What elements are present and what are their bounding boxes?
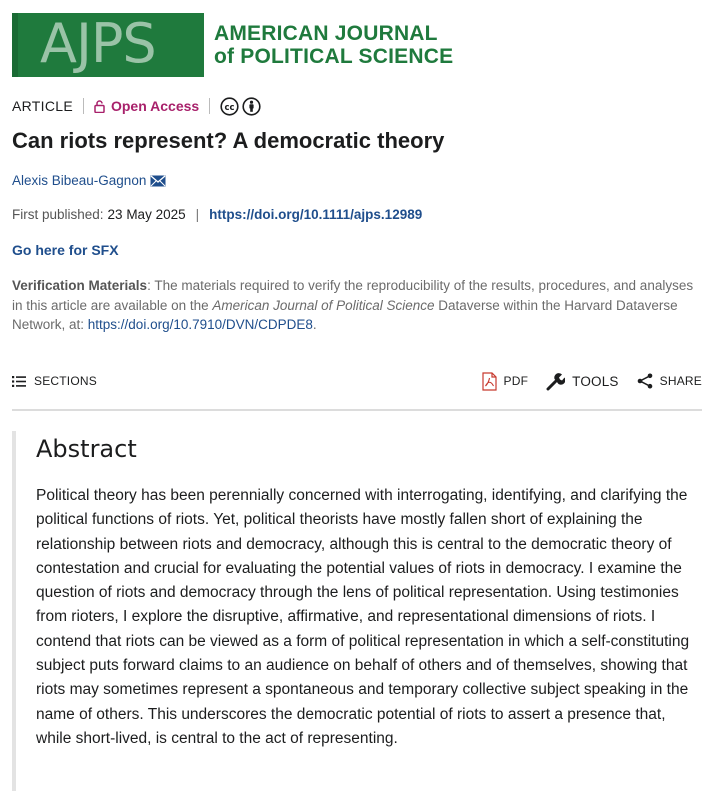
journal-name [214, 22, 453, 68]
open-access-label: Open Access [110, 98, 200, 114]
pdf-icon [482, 372, 497, 391]
sfx-link[interactable]: Go here for SFX [12, 242, 119, 258]
ajps-mark-text: AJPS [40, 13, 156, 75]
verification-label: Verification Materials [12, 278, 148, 293]
abstract-body: Political theory has been perennially concerned with interrogating, identifying, and clarifying the political functions of riots. Yet, political theorists have mostly fallen short of explaining the relationship between riots and democracy, although this is central to the democratic theory of contestation and crucial for evaluating the potential values of riots in democracy. I examine the question of riots and democracy through the lens of political representation. Using testimonies from rioters, I explore the disruptive, affirmative, and representational dimensions of riots. I contend that riots can be viewed as a form of political representation in which a self-constituting subject puts forward claims to an audience on behalf of others and of themselves, showing that riots may sometimes represent a spontaneous and temporary collective subject speaking in the name of others. This underscores the democratic potential of riots to assert a presence that, while short-lived, is central to the act of representing. [36, 487, 690, 747]
tools-button[interactable] [546, 372, 619, 391]
abstract-heading: Abstract [36, 435, 137, 463]
publication-info [12, 207, 422, 222]
cc-icon [220, 97, 239, 116]
article-type: ARTICLE [12, 98, 73, 114]
lock-icon [94, 100, 105, 113]
license-icons[interactable] [220, 97, 261, 116]
tools-label: TOOLS [572, 373, 619, 389]
author-name[interactable]: Alexis Bibeau-Gagnon [12, 173, 147, 188]
ajps-mark [12, 13, 204, 77]
list-icon [12, 376, 26, 387]
divider [12, 409, 702, 411]
verification-text-after: Dataverse within the Harvard Dataverse Network, at: [12, 297, 678, 332]
article-title: Can riots represent? A democratic theory [12, 128, 445, 153]
journal-name-line1: AMERICAN JOURNAL [214, 22, 438, 45]
share-button[interactable] [637, 373, 702, 389]
wrench-icon [546, 372, 565, 391]
sections-label: SECTIONS [34, 374, 97, 388]
svg-text:cc: cc [224, 102, 235, 113]
abstract-section [12, 431, 702, 791]
email-icon[interactable] [150, 175, 166, 187]
divider [83, 98, 84, 114]
pdf-button[interactable] [482, 372, 529, 391]
open-access-badge[interactable] [94, 98, 199, 114]
article-toolbar [12, 370, 702, 392]
divider: | [195, 207, 200, 222]
sections-button[interactable] [12, 374, 97, 388]
journal-name-italic: American Journal of Political Science [212, 297, 435, 313]
first-published-label: First published: [12, 207, 104, 222]
pdf-label: PDF [503, 374, 529, 388]
share-icon [637, 373, 653, 389]
dataverse-link[interactable]: https://doi.org/10.7910/DVN/CDPDE8 [87, 317, 313, 332]
divider [209, 98, 210, 114]
by-icon [242, 97, 261, 116]
journal-logo[interactable] [12, 13, 453, 77]
share-label: SHARE [659, 374, 702, 388]
verification-materials [12, 276, 702, 335]
author[interactable] [12, 173, 166, 188]
journal-name-line2: of POLITICAL SCIENCE [214, 45, 454, 68]
doi-link[interactable]: https://doi.org/10.1111/ajps.12989 [209, 207, 423, 222]
article-meta [12, 96, 261, 116]
first-published-date: 23 May 2025 [107, 207, 186, 222]
verification-text-before: : The materials required to verify the reproducibility of the results, procedures, and analyses in this article are available on the [12, 278, 694, 313]
verification-period: . [312, 317, 317, 332]
